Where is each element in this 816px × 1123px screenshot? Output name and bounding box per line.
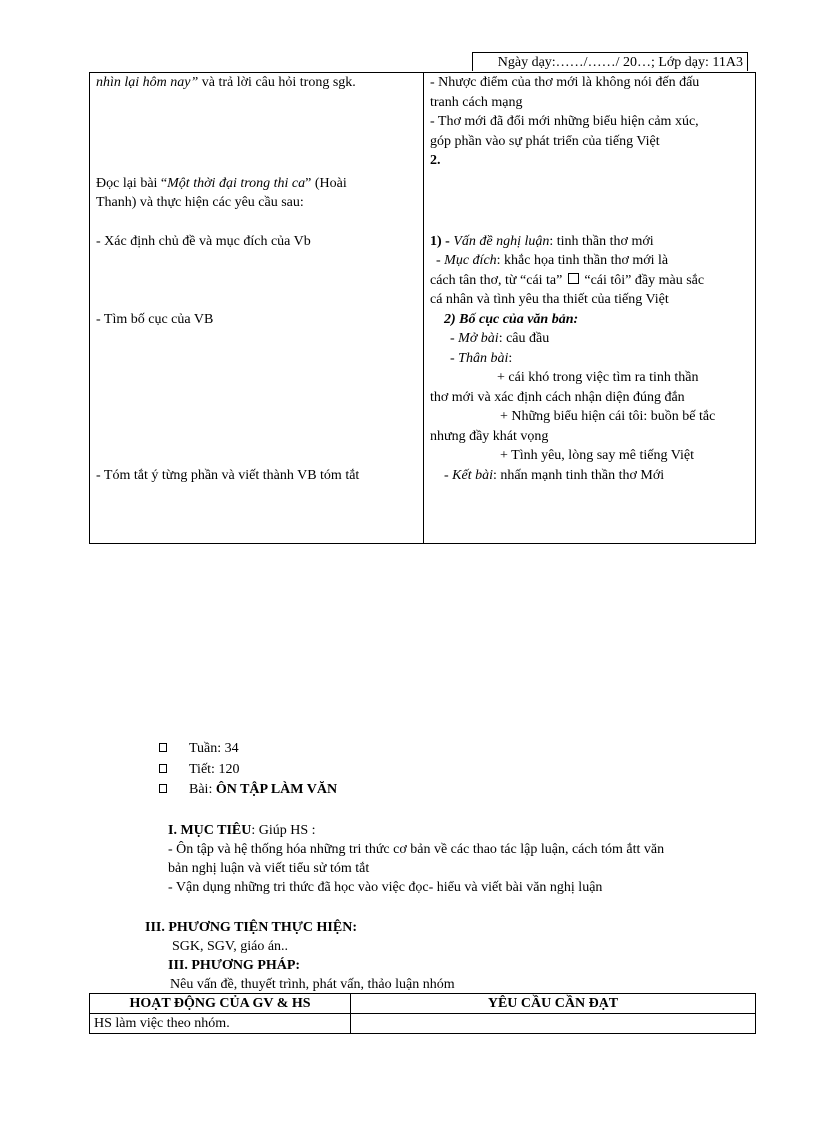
col-requirement: YÊU CẦU CẦN ĐẠT [351, 994, 756, 1014]
left-line-2-b: ” (Hoài [305, 176, 347, 191]
structure-conclusion-italic: Kết bài [452, 468, 494, 483]
table-divider [423, 73, 424, 543]
structure-intro-rest: : câu đầu [498, 331, 550, 346]
lesson-period [159, 760, 239, 780]
answer-purpose-2 [430, 271, 704, 291]
answer-issue-rest: : tinh thần thơ mới [549, 234, 654, 249]
answer-issue [430, 232, 654, 252]
activity-table-header [90, 994, 756, 1014]
answer-purpose-2a: cách tân thơ, từ “cái ta” [430, 273, 563, 288]
body-point-1: + cái khó trong việc tìm ra tinh thần [497, 370, 699, 385]
bullet-icon [159, 764, 167, 773]
answer-issue-num: 1) - [430, 234, 454, 249]
lesson-period-text: Tiết: 120 [189, 762, 240, 777]
arrow-box-icon [568, 273, 579, 284]
method-heading: III. PHƯƠNG PHÁP: [168, 958, 301, 973]
question-topic: - Xác định chủ đề và mục đích của Vb [96, 234, 311, 249]
answer-purpose-3: cá nhân và tình yêu tha thiết của tiếng Việt [430, 292, 669, 307]
answer-purpose: - Mục đích: khắc họa tinh thần thơ mới là [436, 253, 669, 268]
col-activity: HOẠT ĐỘNG CỦA GV & HS [90, 994, 351, 1014]
right-line-1: - Nhược điểm của thơ mới là không nói đến đấu [430, 75, 700, 90]
structure-intro: - Mở bài: câu đầu [450, 331, 550, 346]
method-text: Nêu vấn đề, thuyết trình, phát vấn, thảo luận nhóm [170, 977, 455, 992]
structure-body-rest: : [508, 351, 513, 366]
structure-body-italic: Thân bài [458, 351, 509, 366]
lesson-title-text: ÔN TẬP LÀM VĂN [215, 782, 338, 797]
table-row [90, 1014, 756, 1034]
objectives-heading-rest: : Giúp HS : [251, 823, 316, 838]
objective-2: - Vận dụng những tri thức đã học vào việc đọc- hiểu và viết bài văn nghị luận [168, 880, 603, 895]
bullet-icon [159, 743, 167, 752]
lesson-week [159, 739, 239, 759]
answer-purpose-rest: : khắc họa tinh thần thơ mới là [496, 253, 669, 268]
structure-intro-italic: Mở bài [458, 331, 499, 346]
bullet-icon [159, 784, 167, 793]
right-line-4: góp phần vào sự phát triển của tiếng Việt [430, 134, 660, 149]
body-point-2: + Những biểu hiện cái tôi: buồn bế tắc [500, 409, 716, 424]
structure-conclusion: - Kết bài: nhấn mạnh tinh thần thơ Mới [444, 468, 665, 483]
lesson-title-label: Bài: [189, 782, 216, 797]
left-line-2-italic: Một thời đại trong thi ca [167, 176, 306, 191]
left-line-2-a: Đọc lại bài “ [96, 176, 168, 191]
activity-cell: HS làm việc theo nhóm. [90, 1014, 351, 1034]
left-line-1-rest: và trả lời câu hỏi trong sgk. [198, 75, 356, 90]
answer-purpose-2b: “cái tôi” đầy màu sắc [584, 273, 705, 288]
lesson-week-text: Tuần: 34 [189, 741, 239, 756]
objectives-heading [168, 821, 316, 841]
means-text: SGK, SGV, giáo án.. [172, 939, 289, 954]
requirement-cell [351, 1014, 756, 1034]
answer-purpose-italic: Mục đích [444, 253, 497, 268]
answer-issue-italic: Vấn đề nghị luận [453, 234, 550, 249]
question-summary: - Tóm tắt ý từng phần và viết thành VB tóm tắt [96, 468, 360, 483]
objectives-heading-text: I. MỤC TIÊU [168, 823, 252, 838]
left-line-3: Thanh) và thực hiện các yêu cầu sau: [96, 195, 304, 210]
activity-table [89, 993, 756, 1034]
right-line-3: - Thơ mới đã đổi mới những biểu hiện cảm xúc, [430, 114, 699, 129]
objective-1a: - Ôn tập và hệ thống hóa những tri thức cơ bản về các thao tác lập luận, cách tóm ắtt văn [168, 842, 665, 857]
date-class-box [472, 52, 748, 71]
date-class-text: Ngày dạy:……/……/ 20…; Lớp dạy: 11A3 [497, 55, 743, 70]
structure-conclusion-rest: : nhấn mạnh tinh thần thơ Mới [493, 468, 665, 483]
means-heading: III. PHƯƠNG TIỆN THỰC HIỆN: [145, 920, 357, 935]
objective-1b: bản nghị luận và viết tiểu sử tóm tắt [168, 861, 370, 876]
right-line-5: 2. [430, 153, 441, 168]
structure-heading: 2) Bố cục của văn bản: [444, 312, 579, 327]
body-point-1b: thơ mới và xác định cách nhận diện đúng đắn [430, 390, 685, 405]
right-line-2: tranh cách mạng [430, 95, 523, 110]
left-line-1 [96, 73, 356, 93]
body-point-3: + Tình yêu, lòng say mê tiếng Việt [500, 448, 694, 463]
left-line-2 [96, 174, 418, 194]
structure-body: - Thân bài: [450, 351, 513, 366]
question-structure: - Tìm bố cục của VB [96, 312, 214, 327]
lesson-title [159, 780, 337, 800]
left-line-1-italic: nhìn lại hôm nay” [96, 75, 199, 90]
body-point-2b: nhưng đầy khát vọng [430, 429, 549, 444]
